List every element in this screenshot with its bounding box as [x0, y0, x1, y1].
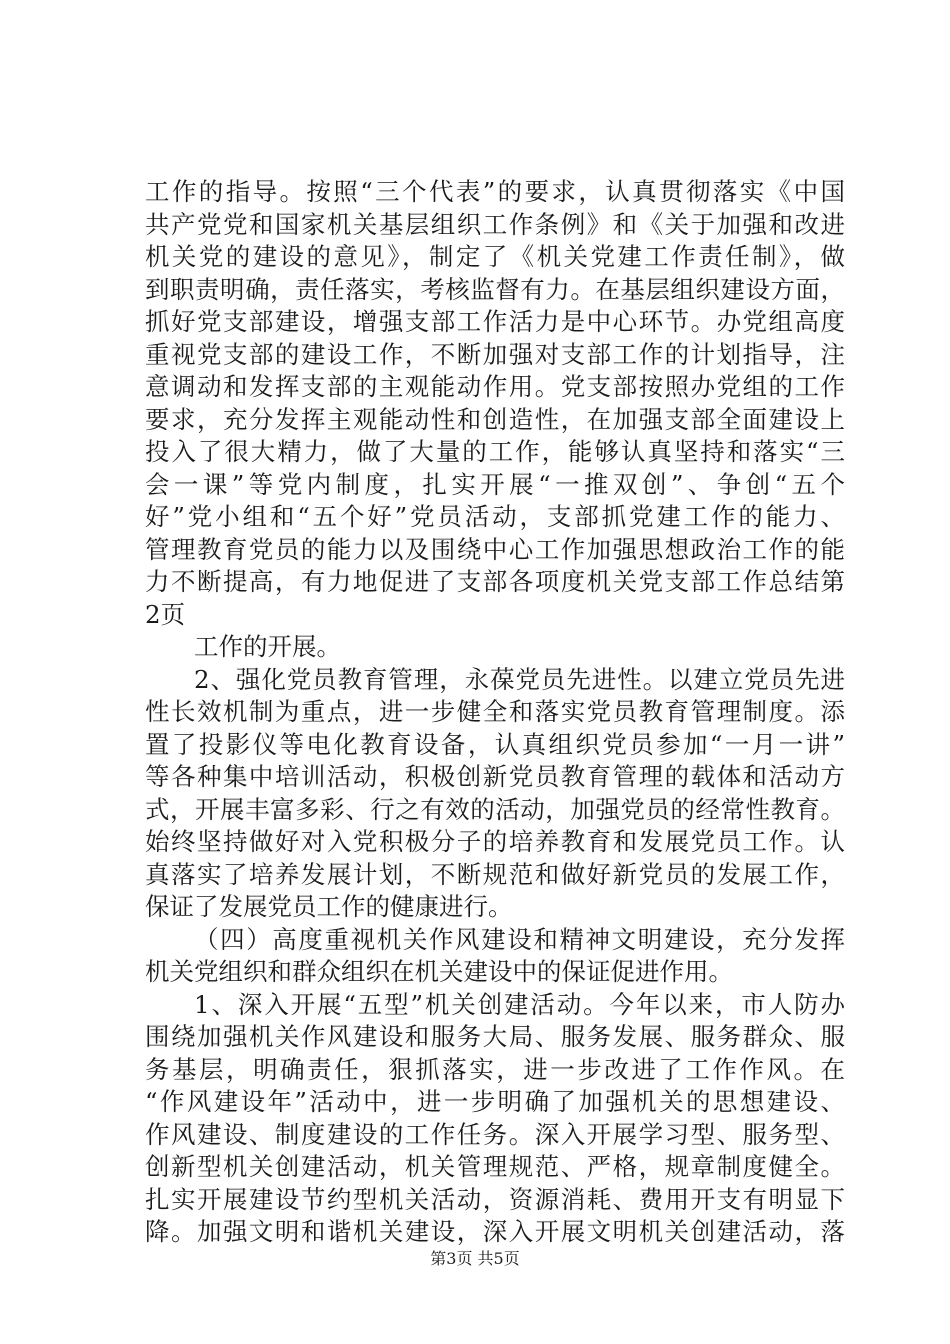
text-line: 工作的指导。按照“三个代表”的要求，认真贯彻落实《中国: [145, 177, 845, 206]
text-line: 保证了发展党员工作的健康进行。: [145, 892, 513, 921]
text-line: 式，开展丰富多彩、行之有效的活动，加强党员的经常性教育。: [145, 794, 845, 824]
text-line: 作风建设、制度建设的工作任务。深入开展学习型、服务型、: [145, 1119, 845, 1149]
text-line: 共产党党和国家机关基层组织工作条例》和《关于加强和改进: [145, 209, 845, 239]
text-line: 要求，充分发挥主观能动性和创造性，在加强支部全面建设上: [145, 404, 845, 434]
text-line: 抓好党支部建设，增强支部工作活力是中心环节。办党组高度: [145, 307, 845, 336]
text-line: 投入了很大精力，做了大量的工作，能够认真坚持和落实“三: [145, 437, 845, 466]
text-line: 性长效机制为重点，进一步健全和落实党员教育管理制度。添: [145, 697, 845, 726]
text-line: 置了投影仪等电化教育设备，认真组织党员参加“一月一讲”: [145, 729, 845, 759]
text-line: 到职责明确，责任落实，考核监督有力。在基层组织建设方面，: [145, 274, 845, 304]
text-line: 扎实开展建设节约型机关活动，资源消耗、费用开支有明显下: [145, 1184, 845, 1214]
text-line: 力不断提高，有力地促进了支部各项度机关党支部工作总结第: [145, 567, 845, 596]
text-line: 真落实了培养发展计划，不断规范和做好新党员的发展工作，: [145, 859, 845, 889]
text-line: 机关党组织和群众组织在机关建设中的保证促进作用。: [145, 957, 733, 986]
text-line: 2页: [145, 599, 186, 629]
text-line: 2、强化党员教育管理，永葆党员先进性。以建立党员先进: [194, 664, 845, 694]
text-line: 降。加强文明和谐机关建设，深入开展文明机关创建活动，落: [145, 1217, 845, 1246]
text-line: 会一课”等党内制度，扎实开展“一推双创”、争创“五个: [145, 469, 845, 499]
document-body: [145, 176, 845, 1249]
text-line: 1、深入开展“五型”机关创建活动。今年以来，市人防办: [194, 989, 845, 1019]
text-line: 好”党小组和“五个好”党员活动，支部抓党建工作的能力、: [145, 502, 845, 531]
text-line: 创新型机关创建活动，机关管理规范、严格，规章制度健全。: [145, 1152, 845, 1181]
text-line: 机关党的建设的意见》，制定了《机关党建工作责任制》，做: [145, 242, 845, 271]
text-line: 务基层，明确责任，狠抓落实，进一步改进了工作作风。在: [145, 1054, 845, 1084]
text-line: “作风建设年”活动中，进一步明确了加强机关的思想建设、: [145, 1087, 845, 1116]
text-line: 重视党支部的建设工作，不断加强对支部工作的计划指导，注: [145, 339, 845, 369]
text-line: 管理教育党员的能力以及围绕中心工作加强思想政治工作的能: [145, 534, 845, 564]
text-line: （四）高度重视机关作风建设和精神文明建设，充分发挥: [194, 924, 845, 954]
text-line: 围绕加强机关作风建设和服务大局、服务发展、服务群众、服: [145, 1022, 845, 1051]
page-footer: 第3页 共5页: [430, 1249, 520, 1268]
text-line: 始终坚持做好对入党积极分子的培养教育和发展党员工作。认: [145, 827, 845, 856]
text-line: 等各种集中培训活动，积极创新党员教育管理的载体和活动方: [145, 762, 845, 791]
text-line: 意调动和发挥支部的主观能动作用。党支部按照办党组的工作: [145, 372, 845, 401]
text-line: 工作的开展。: [194, 632, 341, 661]
